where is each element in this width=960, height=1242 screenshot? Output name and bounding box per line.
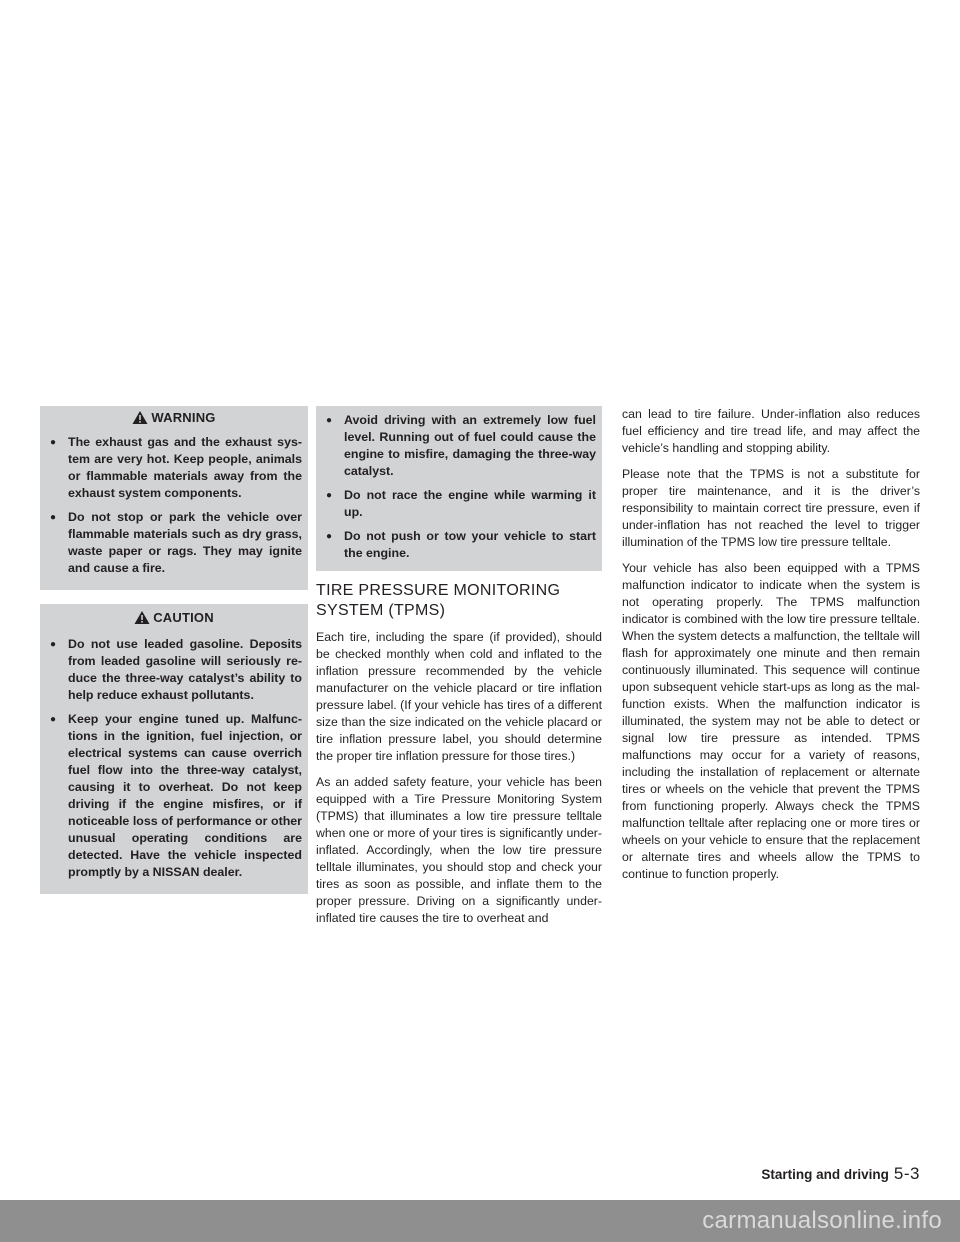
warning-icon	[134, 610, 150, 625]
section-title: TIRE PRESSURE MONITORING SYSTEM (TPMS)	[316, 582, 561, 619]
warning-item: ● Do not push or tow your vehicle to start the engine.	[322, 528, 596, 562]
footer-section-name: Starting and driving	[761, 1167, 889, 1182]
middle-column	[316, 406, 602, 936]
page-number: 5-3	[893, 1164, 920, 1183]
page-footer	[761, 1164, 920, 1184]
caution-item: ● Do not use leaded gasoline. Deposits from leaded gasoline will seriously reduce the three-way catalyst’s ability to help reduce exhaust pollutants.	[46, 636, 302, 704]
paragraph: Each tire, including the spare (if provided), should be checked monthly when cold and inflated to the inflation pressure recommended by the vehicle manufacturer on the vehicle placard or tire inflation pressure label. (If your vehicle has tires of a different size than the size indicated on the vehicle placard or tire inflation pressure label, you should determine the proper tire inflation pressure for those tires.)	[316, 630, 602, 763]
paragraph: Your vehicle has also been equipped with a TPMS malfunction indicator to indicate when the system is not operating properly. The TPMS malfunction indicator is combined with the low tire pressure telltale. When the system detects a malfunction, the telltale will flash for approximately one minute and then remain continuously illuminated. This sequence will continue upon subsequent vehicle start-ups as long as the malfunction exists. When the malfunction indicator is illuminated, the system may not be able to detect or signal low tire pressure as intended. TPMS malfunctions may occur for a variety of reasons, including the installation of replacement or alternate tires or wheels on the vehicle that prevent the TPMS from functioning properly. Always check the TPMS malfunction telltale after replacing one or more tires or wheels on your vehicle to ensure that the replacement or alternate tires and wheels allow the TPMS to continue to function properly.	[622, 561, 920, 881]
paragraph: Please note that the TPMS is not a substitute for proper tire maintenance, and it is the driver’s responsibility to maintain correct tire pressure, even if under-inflation has not reached the level to trigger illumination of the TPMS low tire pressure telltale.	[622, 467, 920, 549]
watermark-bar	[0, 1200, 960, 1242]
paragraph: As an added safety feature, your vehicle has been equipped with a Tire Pressure Monitoring System (TPMS) that illuminates a low tire pressure telltale when one or more of your tires is significantly under-inflated. Accordingly, when the low tire pressure telltale illuminates, you should stop and check your tires as soon as possible, and inflate them to the proper pressure. Driving on a significantly under-inflated tire causes the tire to overheat and	[316, 775, 602, 925]
left-column	[40, 406, 308, 894]
caution-item: ● Keep your engine tuned up. Malfunctions in the ignition, fuel injection, or electrical systems can cause overrich fuel flow into the three-way catalyst, causing it to overheat. Do not keep driving if the engine misfires, or if noticeable loss of performance or other unusual operating conditions are detected. Have the vehicle inspected promptly by a NISSAN dealer.	[46, 711, 302, 881]
warning-header	[40, 406, 308, 428]
warning-item: ● Do not race the engine while warming it up.	[322, 487, 596, 521]
warning-box	[40, 406, 308, 590]
warning-title: WARNING	[151, 409, 216, 425]
warning-continued-box	[316, 406, 602, 571]
warning-item: ● The exhaust gas and the exhaust system are very hot. Keep people, animals or flammable materials away from the exhaust system components.	[46, 434, 302, 502]
caution-box	[40, 604, 308, 894]
caution-title: CAUTION	[153, 609, 214, 625]
warning-item: ● Avoid driving with an extremely low fuel level. Running out of fuel could cause the engine to misfire, damaging the three-way catalyst.	[322, 412, 596, 480]
warning-icon	[132, 410, 148, 425]
paragraph: can lead to tire failure. Under-inflation also reduces fuel efficiency and tire tread life, and may affect the vehicle’s handling and stopping ability.	[622, 407, 920, 455]
caution-header	[40, 604, 308, 630]
watermark-text: carmanualsonline.info	[702, 1207, 942, 1234]
right-column	[622, 406, 920, 892]
warning-item: ● Do not stop or park the vehicle over flammable materials such as dry grass, waste paper or rags. They may ignite and cause a fire.	[46, 509, 302, 577]
